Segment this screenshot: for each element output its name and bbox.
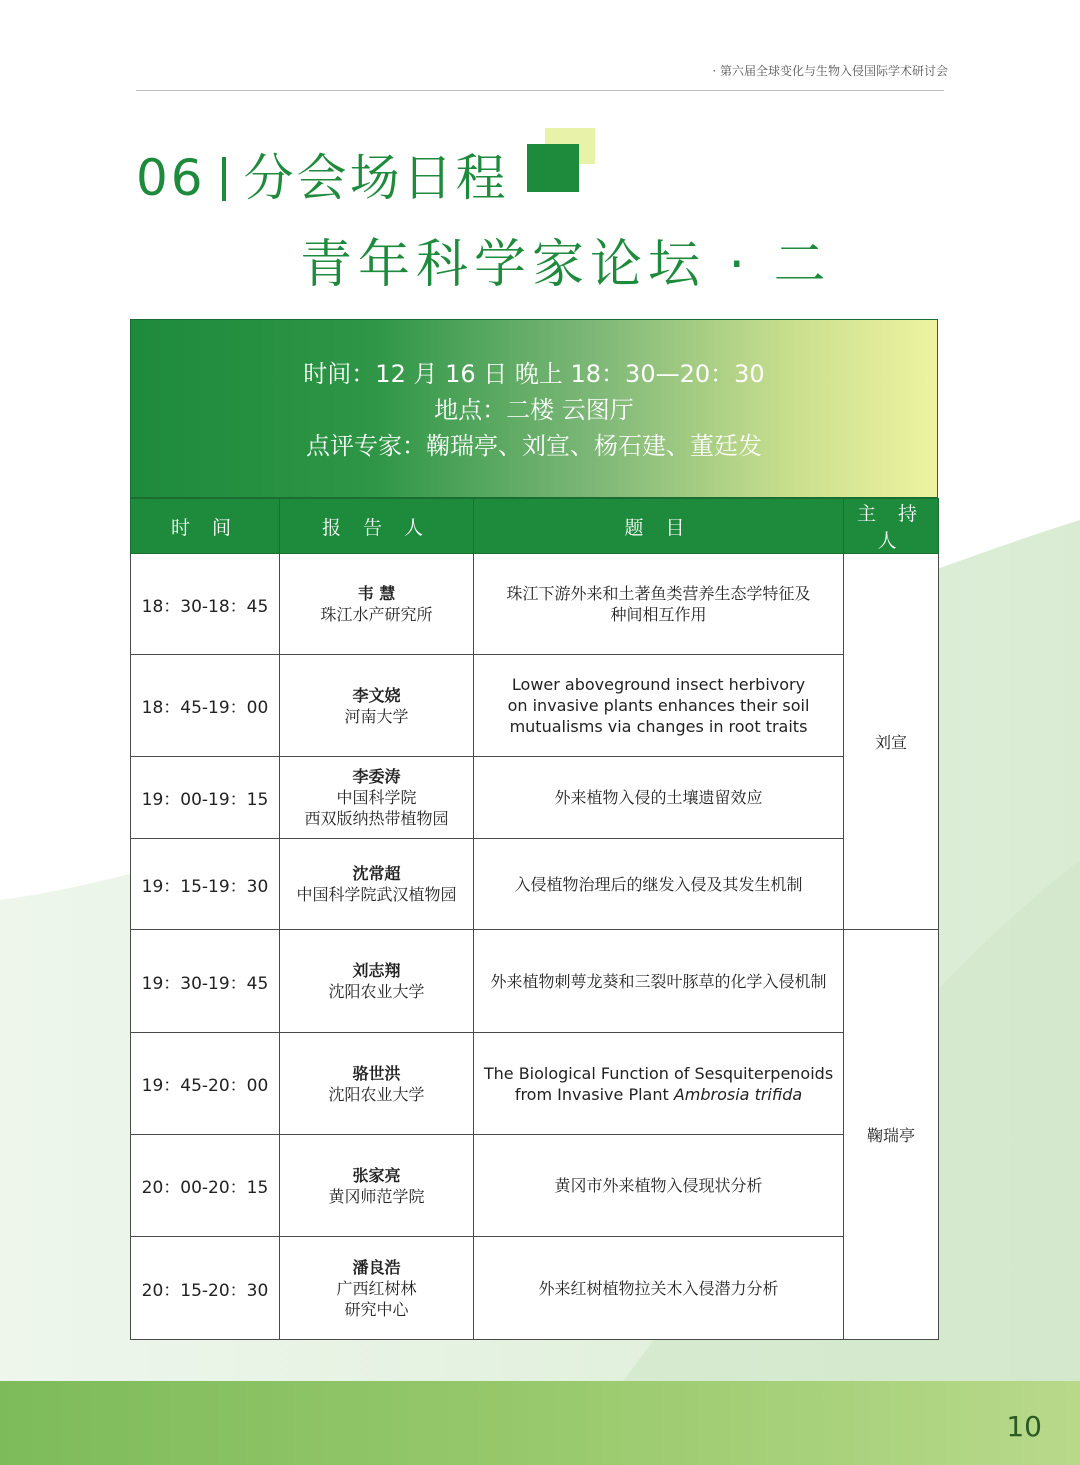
speaker-institution: 河南大学 [344, 706, 409, 726]
speaker-institution: 研究中心 [344, 1299, 409, 1319]
speaker-name: 沈常超 [352, 864, 401, 883]
forum-title: 青年科学家论坛 · 二 [300, 235, 832, 295]
time-cell: 18：45-19：00 [131, 655, 280, 757]
header-speaker: 报 告 人 [280, 499, 474, 554]
speaker-name: 李文娆 [352, 685, 401, 705]
table-row [131, 1135, 939, 1237]
speaker-institution: 沈阳农业大学 [328, 982, 425, 1001]
table-row [131, 554, 939, 655]
table-row [131, 1033, 939, 1135]
time-cell: 20：00-20：15 [131, 1135, 280, 1237]
time-cell: 20：15-20：30 [131, 1237, 280, 1340]
speaker-cell [280, 1033, 474, 1135]
topic-line: on invasive plants enhances their soil [507, 696, 810, 715]
table-row [131, 930, 939, 1033]
speaker-institution: 黄冈师范学院 [328, 1186, 425, 1206]
footer-band [0, 1381, 1080, 1465]
speaker-name: 刘志翔 [352, 961, 401, 980]
speaker-name: 潘良浩 [352, 1257, 401, 1277]
speaker-cell [280, 1237, 474, 1340]
time-cell: 18：30-18：45 [131, 554, 280, 655]
speaker-institution: 西双版纳热带植物园 [304, 809, 449, 828]
session-info-box [130, 319, 938, 498]
table-row [131, 655, 939, 757]
speaker-institution: 中国科学院武汉植物园 [296, 885, 457, 904]
speaker-institution: 沈阳农业大学 [328, 1084, 425, 1104]
conference-header: · 第六届全球变化与生物入侵国际学术研讨会 [712, 64, 948, 78]
topic-line: 珠江下游外来和土著鱼类营养生态学特征及 [506, 584, 811, 603]
host-cell: 刘宣 [844, 554, 939, 930]
topic-cell [474, 1237, 844, 1340]
topic-line [478, 1084, 839, 1105]
time-cell: 19：30-19：45 [131, 930, 280, 1033]
speaker-name: 骆世洪 [352, 1063, 401, 1083]
header-host: 主 持 人 [844, 499, 939, 554]
time-cell: 19：45-20：00 [131, 1033, 280, 1135]
topic-cell [474, 554, 844, 655]
speaker-cell [280, 554, 474, 655]
speaker-cell [280, 655, 474, 757]
speaker-cell [280, 1135, 474, 1237]
table-row [131, 1237, 939, 1340]
time-cell: 19：15-19：30 [131, 839, 280, 930]
topic-cell [474, 1135, 844, 1237]
speaker-cell [280, 930, 474, 1033]
section-number: 06 [136, 149, 206, 207]
topic-cell [474, 757, 844, 839]
time-cell: 19：00-19：15 [131, 757, 280, 839]
topic-line-part: from Invasive Plant [514, 1084, 674, 1104]
speaker-institution: 珠江水产研究所 [320, 605, 433, 624]
speaker-cell [280, 757, 474, 839]
header-time: 时 间 [131, 499, 280, 554]
page-number: 10 [1006, 1410, 1042, 1443]
session-time: 时间：12 月 16 日 晚上 18：30—20：30 [303, 360, 765, 388]
schedule-table [130, 498, 939, 1340]
topic-line: 外来红树植物拉关木入侵潜力分析 [538, 1278, 779, 1298]
section-heading [136, 138, 509, 210]
speaker-name: 李委涛 [352, 767, 401, 786]
speaker-cell [280, 839, 474, 930]
decor-green-square [527, 144, 579, 192]
header-divider [136, 90, 944, 91]
table-row [131, 839, 939, 930]
session-place: 地点：二楼 云图厅 [434, 396, 634, 424]
topic-line: 入侵植物治理后的继发入侵及其发生机制 [514, 874, 803, 894]
table-row [131, 757, 939, 839]
speaker-institution: 中国科学院 [336, 788, 417, 807]
host-cell: 鞠瑞亭 [844, 930, 939, 1340]
table-header-row [131, 499, 939, 554]
speaker-name: 张家亮 [352, 1165, 401, 1185]
section-title: 分会场日程 [243, 149, 509, 207]
topic-cell [474, 839, 844, 930]
species-name: Ambrosia trifida [673, 1084, 803, 1104]
topic-cell [474, 1033, 844, 1135]
session-experts: 点评专家：鞠瑞亭、刘宣、杨石建、董廷发 [306, 432, 762, 460]
section-divider-bar [222, 157, 226, 201]
speaker-institution: 广西红树林 [336, 1278, 417, 1298]
topic-line: The Biological Function of Sesquiterpenoids [483, 1063, 834, 1083]
speaker-name: 韦 慧 [357, 584, 396, 603]
topic-line: 外来植物入侵的土壤遗留效应 [554, 788, 763, 807]
topic-cell [474, 930, 844, 1033]
topic-cell [474, 655, 844, 757]
header-topic: 题 目 [474, 499, 844, 554]
topic-line: 黄冈市外来植物入侵现状分析 [554, 1176, 763, 1195]
topic-line: mutualisms via changes in root traits [509, 717, 808, 736]
topic-line: Lower aboveground insect herbivory [511, 675, 806, 694]
topic-line: 外来植物刺萼龙葵和三裂叶豚草的化学入侵机制 [490, 971, 827, 991]
topic-line: 种间相互作用 [610, 605, 707, 624]
